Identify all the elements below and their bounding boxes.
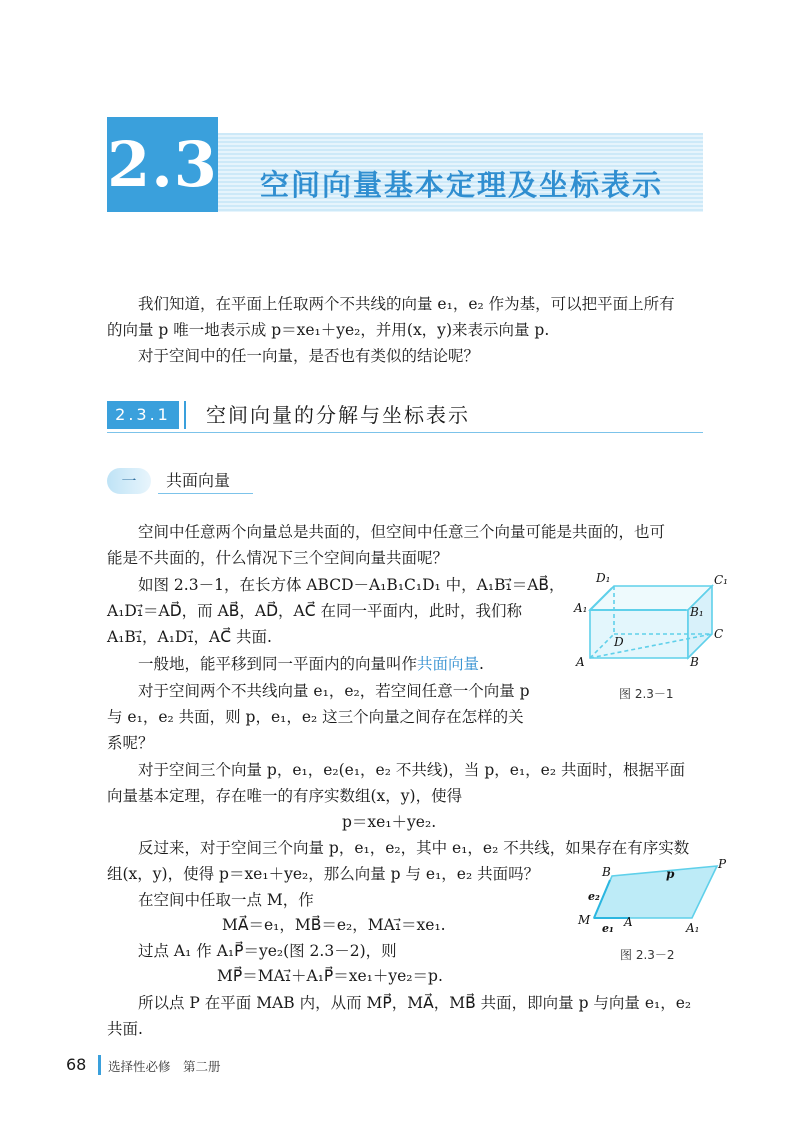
body-line: 对于空间两个不共线向量 e₁，e₂，若空间任意一个向量 p <box>138 682 530 700</box>
body-line: 如图 2.3－1，在长方体 ABCD－A₁B₁C₁D₁ 中，A₁B₁⃗＝AB⃗， <box>138 576 565 594</box>
body-line: 组(x，y)，使得 p＝xe₁＋ye₂，那么向量 p 与 e₁，e₂ 共面吗？ <box>107 865 540 883</box>
body-line: 共面. <box>107 1020 143 1038</box>
section-number: 2.3.1 <box>107 401 179 429</box>
body-line: 过点 A₁ 作 A₁P⃗＝ye₂(图 2.3－2)，则 <box>138 942 397 960</box>
section-divider <box>184 401 186 429</box>
body-line: 能是不共面的，什么情况下三个空间向量共面呢？ <box>107 549 449 567</box>
intro-line-1: 我们知道，在平面上任取两个不共线的向量 e₁，e₂ 作为基，可以把平面上所有 <box>138 295 675 313</box>
intro-line-3: 对于空间中的任一向量，是否也有类似的结论呢？ <box>138 347 480 365</box>
figure-2-caption: 图 2.3－2 <box>620 948 675 962</box>
label-D: D <box>614 635 624 649</box>
term-coplanar-vectors: 共面向量 <box>417 655 480 673</box>
body-line: 对于空间三个向量 p，e₁，e₂(e₁，e₂ 不共线)，当 p，e₁，e₂ 共面时，根据平面 <box>138 761 685 779</box>
label-A1: A₁ <box>686 921 700 935</box>
label-B: B <box>690 655 699 669</box>
label-D1: D₁ <box>596 571 611 585</box>
body-line: 向量基本定理，存在唯一的有序实数组(x，y)，使得 <box>107 787 463 805</box>
body-line: 在空间中任取一点 M，作 <box>138 891 314 909</box>
subsection-underline <box>158 493 253 494</box>
label-M: M <box>578 913 591 927</box>
section-underline <box>107 432 703 433</box>
label-e2: e₂ <box>588 890 600 903</box>
section-title: 空间向量的分解与坐标表示 <box>206 403 470 427</box>
label-C: C <box>714 627 724 641</box>
page-number: 68 <box>66 1055 87 1074</box>
chapter-number: 2.3 <box>107 128 218 201</box>
subsection-marker: 一 <box>107 468 151 494</box>
figure-parallelogram <box>572 856 732 936</box>
body-line: 所以点 P 在平面 MAB 内，从而 MP⃗，MA⃗，MB⃗ 共面，即向量 p 与向量 e₁，e₂ <box>138 994 692 1012</box>
equation: p＝xe₁＋ye₂. <box>342 813 437 831</box>
label-C1: C₁ <box>714 573 728 587</box>
label-P: P <box>718 857 727 871</box>
label-B1: B₁ <box>690 605 704 619</box>
subsection-title: 共面向量 <box>166 471 231 490</box>
label-A1: A₁ <box>574 601 588 615</box>
definition-lead: 一般地，能平移到同一平面内的向量叫作 <box>138 655 418 673</box>
body-line: 空间中任意两个向量总是共面的，但空间中任意三个向量可能是共面的，也可 <box>138 523 666 541</box>
label-B: B <box>602 865 611 879</box>
body-line: 反过来，对于空间三个向量 p，e₁，e₂，其中 e₁，e₂ 不共线，如果存在有序实数 <box>138 839 690 857</box>
book-title: 选择性必修 第二册 <box>108 1059 221 1074</box>
label-e1: e₁ <box>602 922 614 935</box>
label-A: A <box>624 915 633 929</box>
equation: MA⃗＝e₁，MB⃗＝e₂，MA₁⃗＝xe₁. <box>222 916 446 934</box>
label-p: p <box>666 867 675 881</box>
body-line: A₁D₁⃗＝AD⃗，而 AB⃗，AD⃗，AC⃗ 在同一平面内，此时，我们称 <box>107 602 523 620</box>
equation: MP⃗＝MA₁⃗＋A₁P⃗＝xe₁＋ye₂＝p. <box>217 967 443 985</box>
body-line: 与 e₁，e₂ 共面，则 p，e₁，e₂ 这三个向量之间存在怎样的关 <box>107 708 524 726</box>
label-A: A <box>576 655 585 669</box>
figure-cuboid <box>570 568 730 678</box>
body-line: A₁B₁⃗，A₁D₁⃗，AC⃗ 共面. <box>107 628 272 646</box>
intro-line-2: 的向量 p 唯一地表示成 p＝xe₁＋ye₂，并用(x，y)来表示向量 p. <box>107 321 550 339</box>
definition-end: . <box>479 655 484 673</box>
chapter-title: 空间向量基本定理及坐标表示 <box>260 168 664 202</box>
body-line: 系呢？ <box>107 734 154 752</box>
footer-divider <box>98 1055 101 1075</box>
figure-1-caption: 图 2.3－1 <box>619 687 674 701</box>
body-line-definition <box>107 651 567 677</box>
